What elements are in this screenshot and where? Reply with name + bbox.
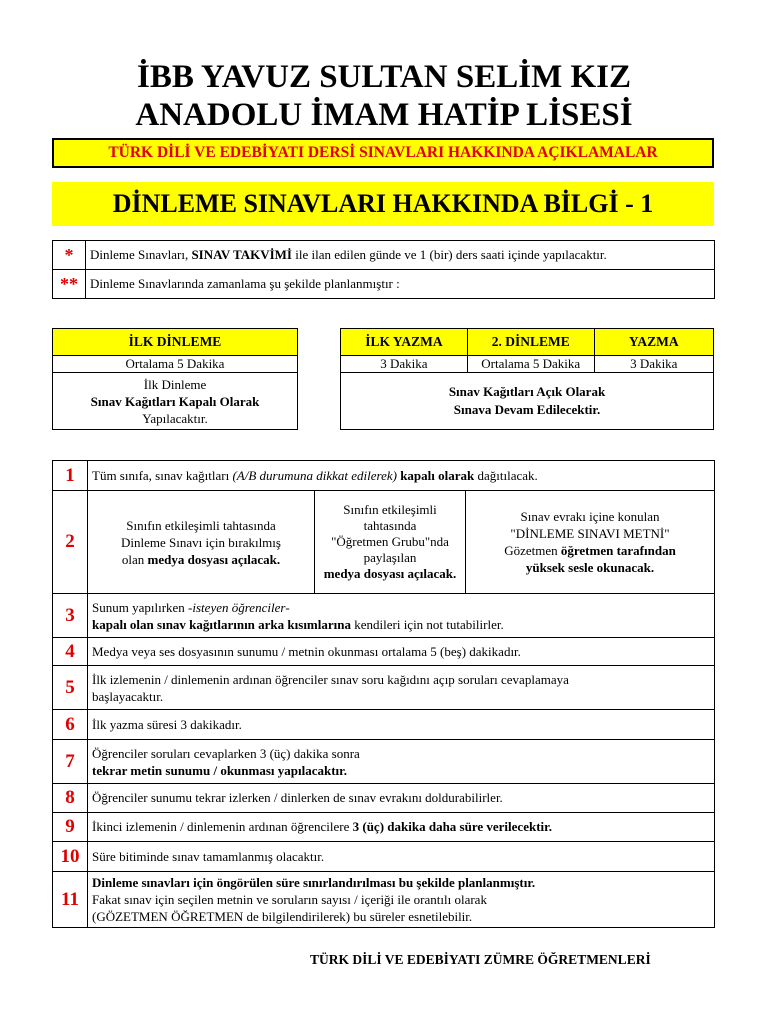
rule-number: 5 [53,666,88,710]
rule-text: Tüm sınıfa, sınav kağıtları (A/B durumuna dikkat edilerek) kapalı olarak dağıtılacak. [88,461,715,491]
rule-text: Öğrenciler sunumu tekrar izlerken / dinlerken de sınav evrakını doldurabilirler. [88,784,715,813]
rule-row-10 [53,842,715,872]
first-listening-duration: Ortalama 5 Dakika [53,356,298,373]
intro-text-1: Dinleme Sınavları, SINAV TAKVİMİ ile ilan edilen günde ve 1 (bir) ders saati içinde yapılacaktır. [86,241,715,270]
rule-number: 9 [53,813,88,842]
rule-text: Süre bitiminde sınav tamamlanmış olacaktır. [88,842,715,872]
rule-row-5 [53,666,715,710]
double-asterisk-mark: ** [53,270,86,299]
rule-number: 1 [53,461,88,491]
school-name-line1: İBB YAVUZ SULTAN SELİM KIZ [137,59,631,95]
rule-row-9 [53,813,715,842]
intro-row-2 [53,270,715,299]
rule-number: 4 [53,638,88,666]
rule-text: İkinci izlemenin / dinlemenin ardınan öğrencilere 3 (üç) dakika daha süre verilecektir. [88,813,715,842]
rule-number: 6 [53,710,88,740]
rule-row-11 [53,872,715,928]
first-writing-duration: 3 Dakika [341,356,468,373]
rule-text: Sunum yapılırken -isteyen öğrenciler- kapalı olan sınav kağıtlarının arka kısımlarına kendileri için not tutabilirler. [88,594,715,638]
school-name-line2: ANADOLU İMAM HATİP LİSESİ [135,97,633,133]
rule-row-4 [53,638,715,666]
rule-number: 7 [53,740,88,784]
rule-text: Medya veya ses dosyasının sunumu / metnin okunması ortalama 5 (beş) dakikadır. [88,638,715,666]
second-listening-header: 2. DİNLEME [467,329,594,356]
open-papers-note: Sınav Kağıtları Açık Olarak Sınava Devam Edilecektir. [341,373,714,430]
rule-text: İlk yazma süresi 3 dakikadır. [88,710,715,740]
section-title: DİNLEME SINAVLARI HAKKINDA BİLGİ - 1 [52,182,714,226]
document-subtitle: TÜRK DİLİ VE EDEBİYATI DERSİ SINAVLARI HAKKINDA AÇIKLAMALAR [52,138,714,168]
first-listening-header: İLK DİNLEME [53,329,298,356]
intro-row-1 [53,241,715,270]
option-smartboard-file: Sınıfın etkileşimli tahtasında Dinleme Sınavı için bırakılmış olan medya dosyası açılacak. [88,491,315,594]
rule-row-3 [53,594,715,638]
intro-text-2: Dinleme Sınavlarında zamanlama şu şekilde planlanmıştır : [86,270,715,299]
intro-table [52,240,715,299]
rule-row-2 [53,491,715,594]
rule-text: Öğrenciler soruları cevaplarken 3 (üç) dakika sonra tekrar metin sunumu / okunması yapılacaktır. [88,740,715,784]
rule-row-7 [53,740,715,784]
first-listening-note: İlk Dinleme Sınav Kağıtları Kapalı Olarak Yapılacaktır. [53,373,298,430]
first-writing-header: İLK YAZMA [341,329,468,356]
rule-number: 11 [53,872,88,928]
rule-row-8 [53,784,715,813]
asterisk-mark: * [53,241,86,270]
option-teacher-reads-text: Sınav evrakı içine konulan "DİNLEME SINAVI METNİ" Gözetmen öğretmen tarafından yüksek sesle okunacak. [466,491,715,594]
first-listening-table [52,328,298,430]
rules-table [52,460,715,928]
option-teacher-group-file: Sınıfın etkileşimli tahtasında "Öğretmen Grubu"nda paylaşılan medya dosyası açılacak. [315,491,466,594]
rule-number: 8 [53,784,88,813]
rule-row-6 [53,710,715,740]
writing-header: YAZMA [594,329,713,356]
rule-row-1 [53,461,715,491]
writing-duration: 3 Dakika [594,356,713,373]
rule-number: 10 [53,842,88,872]
writing-phases-table [340,328,714,430]
second-listening-duration: Ortalama 5 Dakika [467,356,594,373]
rule-text: İlk izlemenin / dinlemenin ardınan öğrenciler sınav soru kağıdını açıp soruları cevaplamaya başlayacaktır. [88,666,715,710]
footer-signature: TÜRK DİLİ VE EDEBİYATI ZÜMRE ÖĞRETMENLERİ [310,952,651,967]
rule-text: Dinleme sınavları için öngörülen süre sınırlandırılması bu şekilde planlanmıştır. Fakat sınav için seçilen metnin ve soruların sayısı / içeriği ile orantılı olarak (GÖZETMEN ÖĞRETMEN de bilgilendirilerek) bu süreler esnetilebilir. [88,872,715,928]
rule-number: 3 [53,594,88,638]
rule-number: 2 [53,491,88,594]
